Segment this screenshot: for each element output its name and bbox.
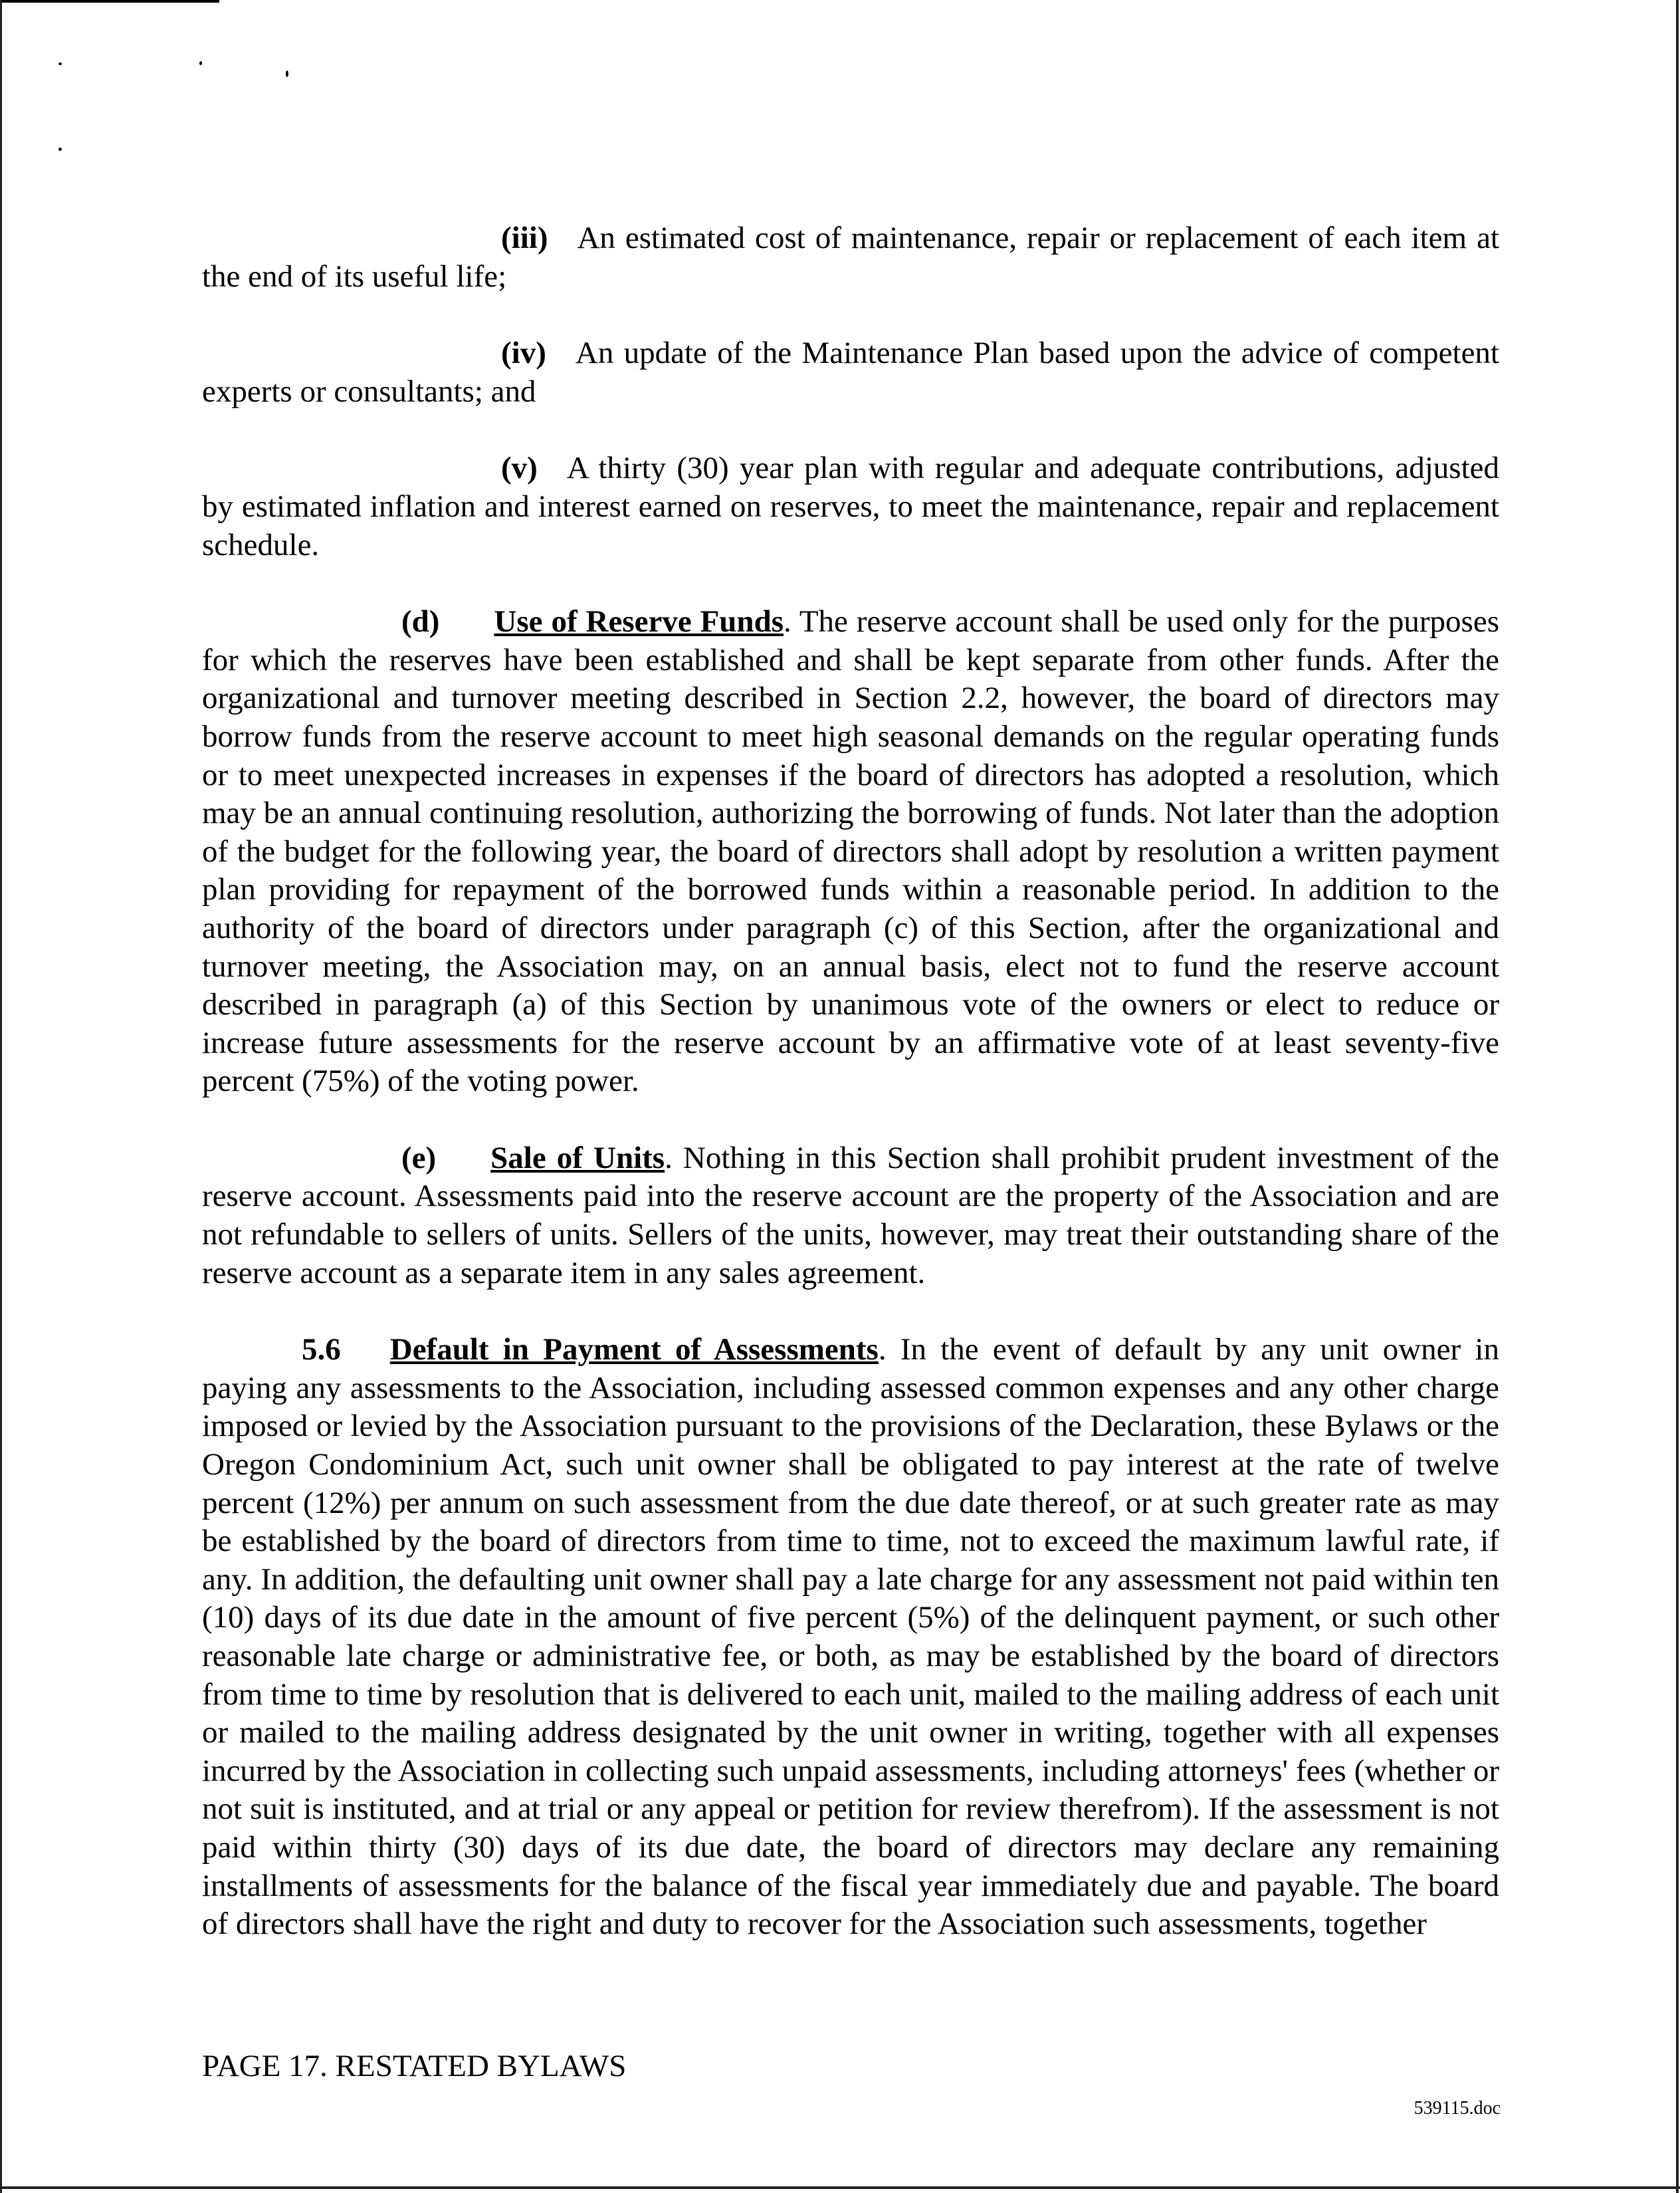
subparagraph-text: An update of the Maintenance Plan based upon the advice of competent experts or consultants; and xyxy=(202,336,1499,409)
paragraph-number: (d) xyxy=(401,604,440,639)
paragraph-number: (e) xyxy=(401,1140,437,1175)
paragraph-text: . The reserve account shall be used only for the purposes for which the reserves have been established and shall be kept separate from other funds. After the organizational and turnover meeting described in Section 2.2, however, the board of directors may borrow funds from the reserve account to meet high seasonal demands on the regular operating funds or to meet unexpected increases in expenses if the board of directors has adopted a resolution, which may be an annual continuing resolution, authorizing the borrowing of funds. Not later than the adoption of the budget for the following year, the board of directors shall adopt by resolution a written payment plan providing for repayment of the borrowed funds within a reasonable period. In addition to the authority of the board of directors under paragraph (c) of this Section, after the organizational and turnover meeting, the Association may, on an annual basis, elect not to fund the reserve account described in paragraph (a) of this Section by unanimous vote of the owners or elect to reduce or increase future assessments for the reserve account by an affirmative vote of at least seventy-five percent (75%) of the voting power. xyxy=(202,604,1499,1099)
scan-border-right xyxy=(1676,0,1679,2193)
subparagraph-number: (iv) xyxy=(501,336,546,371)
subparagraph-number: (v) xyxy=(501,451,538,486)
paragraph-text: . Nothing in this Section shall prohibit prudent investment of the reserve account. Assessments paid into the reserve account are the property of the Association and are not refundable to sellers of units. Sellers of the units, however, may treat their outstanding share of the reserve account as a separate item in any sales agreement. xyxy=(202,1140,1500,1290)
section-text: . In the event of default by any unit owner in paying any assessments to the Association, including assessed common expenses and any other charge imposed or levied by the Association pursuant to the provisions of the Declaration, these Bylaws or the Oregon Condominium Act, such unit owner shall be obligated to pay interest at the rate of twelve percent (12%) per annum on such assessment from the due date thereof, or at such greater rate as may be established by the board of directors from time to time, not to exceed the maximum lawful rate, if any. In addition, the defaulting unit owner shall pay a late charge for any assessment not paid within ten (10) days of its due date in the amount of five percent (5%) of the delinquent payment, or such other reasonable late charge or administrative fee, or both, as may be established by the board of directors from time to time by resolution that is delivered to each unit, mailed to the mailing address of each unit or mailed to the mailing address designated by the unit owner in writing, together with all expenses incurred by the Association in collecting such unpaid assessments, including attorneys' fees (whether or not suit is instituted, and at trial or any appeal or petition for review therefrom). If the assessment is not paid within thirty (30) days of its due date, the board of directors may declare any remaining installments of assessments for the balance of the fiscal year immediately due and payable. The board of directors shall have the right and duty to recover for the Association such assessments, together xyxy=(202,1332,1499,1942)
paragraph-heading: Use of Reserve Funds xyxy=(494,604,784,639)
paragraph-heading: Sale of Units xyxy=(490,1140,665,1175)
document-body xyxy=(202,219,1499,1982)
page-footer-label: PAGE 17. RESTATED BYLAWS xyxy=(202,2049,627,2083)
subparagraph-text: A thirty (30) year plan with regular and adequate contributions, adjusted by estimated inflation and interest earned on reserves, to meet the maintenance, repair and replacement schedule. xyxy=(202,451,1499,562)
scan-border-top xyxy=(0,0,219,3)
scan-speck xyxy=(199,61,202,65)
section-number: 5.6 xyxy=(302,1332,341,1367)
document-id: 539115.doc xyxy=(1414,2098,1501,2119)
paragraph-e-sale-of-units xyxy=(202,1139,1499,1292)
scan-speck xyxy=(286,70,288,77)
scan-border-bottom xyxy=(0,2186,1680,2189)
subparagraph-number: (iii) xyxy=(501,221,548,255)
paragraph-d-use-of-reserve-funds xyxy=(202,603,1499,1101)
subparagraph-text: An estimated cost of maintenance, repair or replacement of each item at the end of its useful life; xyxy=(202,221,1499,294)
scan-border-left xyxy=(0,0,2,2193)
subparagraph-iii xyxy=(202,219,1499,296)
subparagraph-v xyxy=(202,449,1499,564)
subparagraph-iv xyxy=(202,334,1499,411)
section-5-6-default-in-payment xyxy=(202,1331,1499,1944)
scan-speck xyxy=(58,148,62,151)
section-heading: Default in Payment of Assessments xyxy=(389,1332,879,1367)
scan-speck xyxy=(58,62,62,65)
